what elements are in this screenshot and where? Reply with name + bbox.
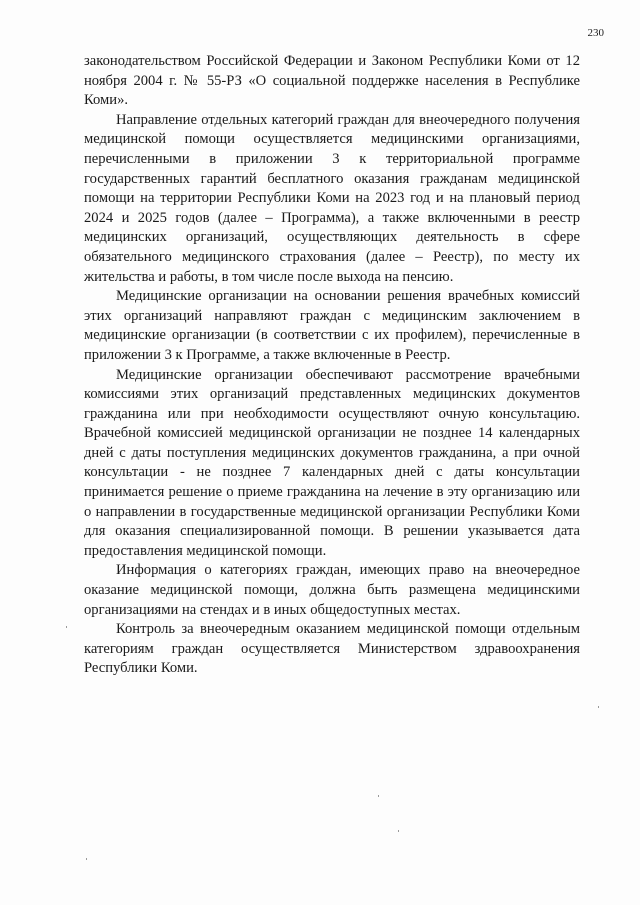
document-body: [84, 52, 580, 679]
paragraph-information: Информация о категориях граждан, имеющих право на внеочередное оказание медицинской помощи, должна быть размещена медицинскими организациями на стендах и в иных общедоступных местах.: [84, 562, 580, 618]
paragraph-control: Контроль за внеочередным оказанием медицинской помощи отдельным категориям граждан осуществляется Министерством здравоохранения Республики Коми.: [84, 621, 580, 677]
scan-speck: [378, 795, 379, 797]
scan-speck: [66, 626, 67, 628]
scan-speck: [86, 858, 87, 860]
paragraph-review: Медицинские организации обеспечивают рассмотрение врачебными комиссиями этих организаций представленных медицинских документов гражданина или при необходимости осуществляют очную консультацию. Врачебной комиссией медицинской организации не позднее 14 календарных дней с даты поступления медицинских документов гражданина, а при очной консультации - не позднее 7 календарных дней с даты консультации принимается решение о приеме гражданина на лечение в эту организацию или о направлении в государственные медицинской организации Республики Коми для оказания специализированной помощи. В решении указывается дата предоставления медицинской помощи.: [84, 366, 580, 559]
page-number: 230: [587, 27, 604, 39]
paragraph-commissions: Медицинские организации на основании решения врачебных комиссий этих организаций направляют граждан с медицинским заключением в медицинские организации (в соответствии с их профилем), перечисленные в приложении 3 к Программе, а также включенные в Реестр.: [84, 288, 580, 363]
paragraph-continuation: законодательством Российской Федерации и Законом Республики Коми от 12 ноября 2004 г. № 55-РЗ «О социальной поддержке населения в Республике Коми».: [84, 53, 580, 109]
scan-speck: [398, 830, 399, 832]
paragraph-referral: Направление отдельных категорий граждан для внеочередного получения медицинской помощи осуществляется медицинскими организациями, перечисленными в приложении 3 к территориальной программе государственных гарантий бесплатного оказания гражданам медицинской помощи на территории Республики Коми на 2023 год и на плановый период 2024 и 2025 годов (далее – Программа), а также включенными в реестр медицинских организаций, осуществляющих деятельность в сфере обязательного медицинского страхования (далее – Реестр), по месту их жительства и работы, в том числе после выхода на пенсию.: [84, 111, 580, 285]
scan-speck: [598, 706, 599, 708]
